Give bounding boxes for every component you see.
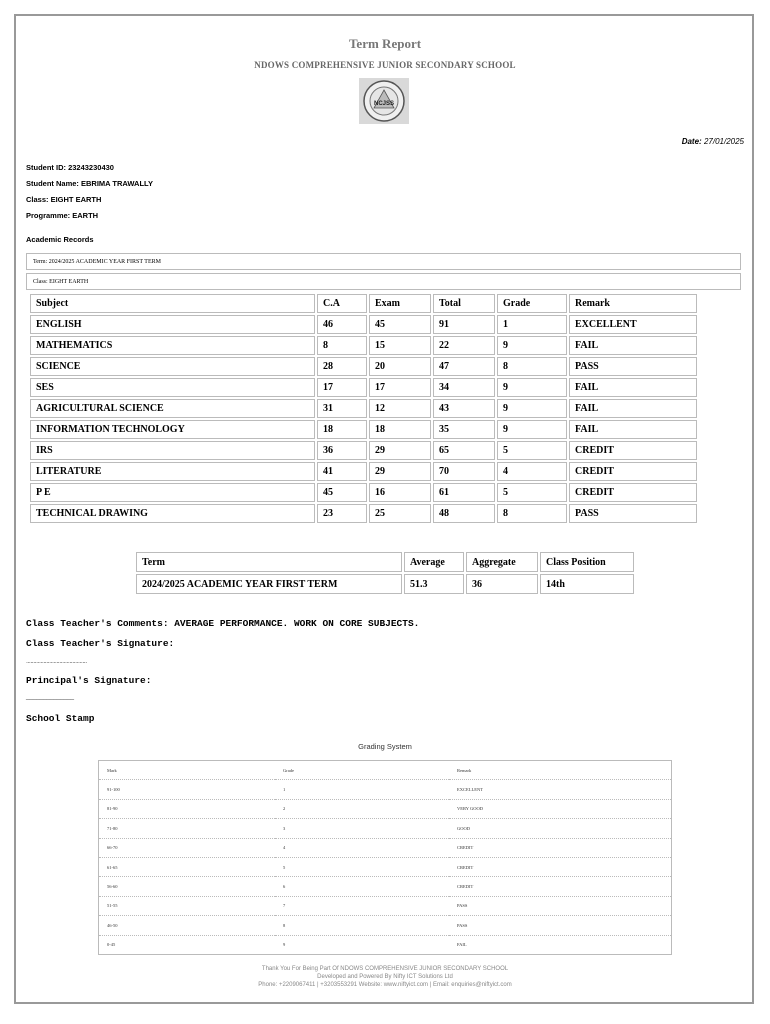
grading-cell-remark: EXCELLENT: [449, 780, 672, 799]
summary-header-aggregate: Aggregate: [466, 552, 538, 572]
grading-row: [99, 935, 672, 954]
cell-remark: CREDIT: [569, 483, 697, 502]
grading-body: [99, 780, 672, 955]
grading-cell-grade: 9: [275, 935, 449, 954]
grading-cell-mark: 46-50: [99, 916, 276, 935]
table-row: [30, 483, 697, 502]
student-id: Student ID: 23243230430: [26, 163, 114, 172]
grading-cell-mark: 61-65: [99, 857, 276, 876]
report-title: Term Report: [348, 36, 422, 51]
table-row: [30, 420, 697, 439]
summary-header-row: [136, 552, 634, 572]
cell-remark: CREDIT: [569, 462, 697, 481]
grades-header-row: [30, 294, 697, 313]
header-ca: C.A: [317, 294, 367, 313]
teacher-comment: Class Teacher's Comments: AVERAGE PERFORMANCE. WORK ON CORE SUBJECTS.: [26, 618, 420, 629]
grading-cell-mark: 51-55: [99, 896, 276, 915]
grading-row: [99, 799, 672, 818]
school-logo: [359, 78, 409, 124]
grading-cell-grade: 6: [275, 877, 449, 896]
cell-exam: 20: [369, 357, 431, 376]
cell-subject: INFORMATION TECHNOLOGY: [30, 420, 315, 439]
cell-total: 34: [433, 378, 495, 397]
grading-header-remark: Remark: [449, 761, 672, 780]
cell-grade: 8: [497, 357, 567, 376]
grading-system-table: [98, 760, 672, 955]
cell-ca: 31: [317, 399, 367, 418]
cell-grade: 4: [497, 462, 567, 481]
summary-header-position: Class Position: [540, 552, 634, 572]
teacher-signature-label: Class Teacher's Signature:: [26, 638, 175, 649]
grading-cell-mark: 0-45: [99, 935, 276, 954]
cell-total: 70: [433, 462, 495, 481]
grading-cell-mark: 91-100: [99, 780, 276, 799]
summary-average: 51.3: [404, 574, 464, 594]
grading-header-mark: Mark: [99, 761, 276, 780]
cell-ca: 28: [317, 357, 367, 376]
school-stamp-label: School Stamp: [26, 713, 95, 724]
cell-exam: 45: [369, 315, 431, 334]
cell-grade: 5: [497, 441, 567, 460]
grading-cell-grade: 3: [275, 819, 449, 838]
cell-ca: 46: [317, 315, 367, 334]
cell-ca: 18: [317, 420, 367, 439]
summary-aggregate: 36: [466, 574, 538, 594]
cell-remark: PASS: [569, 357, 697, 376]
header-subject: Subject: [30, 294, 315, 313]
cell-exam: 12: [369, 399, 431, 418]
grading-cell-grade: 5: [275, 857, 449, 876]
logo-text: NCJSS: [373, 101, 395, 107]
grading-cell-remark: PASS: [449, 896, 672, 915]
grading-row: [99, 896, 672, 915]
grading-row: [99, 819, 672, 838]
cell-remark: FAIL: [569, 420, 697, 439]
grading-header-row: [99, 761, 672, 780]
date-value: 27/01/2025: [703, 137, 744, 146]
cell-exam: 16: [369, 483, 431, 502]
cell-subject: P E: [30, 483, 315, 502]
grading-cell-remark: VERY GOOD: [449, 799, 672, 818]
cell-exam: 17: [369, 378, 431, 397]
cell-grade: 9: [497, 336, 567, 355]
table-row: [30, 357, 697, 376]
cell-exam: 29: [369, 462, 431, 481]
student-class: Class: EIGHT EARTH: [26, 195, 102, 204]
grading-cell-mark: 56-60: [99, 877, 276, 896]
summary-position: 14th: [540, 574, 634, 594]
cell-subject: SCIENCE: [30, 357, 315, 376]
cell-exam: 29: [369, 441, 431, 460]
table-row: [30, 399, 697, 418]
cell-subject: SES: [30, 378, 315, 397]
class-line: Class: EIGHT EARTH: [26, 273, 741, 290]
cell-remark: FAIL: [569, 399, 697, 418]
cell-total: 61: [433, 483, 495, 502]
table-row: [30, 336, 697, 355]
grading-row: [99, 838, 672, 857]
cell-subject: TECHNICAL DRAWING: [30, 504, 315, 523]
cell-ca: 8: [317, 336, 367, 355]
grading-cell-mark: 71-80: [99, 819, 276, 838]
cell-grade: 9: [497, 378, 567, 397]
cell-subject: IRS: [30, 441, 315, 460]
date-label: Date:: [681, 137, 702, 146]
grading-row: [99, 877, 672, 896]
grading-cell-mark: 66-70: [99, 838, 276, 857]
table-row: [30, 378, 697, 397]
grading-cell-remark: PASS: [449, 916, 672, 935]
report-date: [682, 137, 744, 146]
grading-cell-remark: CREDIT: [449, 838, 672, 857]
grading-cell-remark: FAIL: [449, 935, 672, 954]
header-remark: Remark: [569, 294, 697, 313]
table-row: [30, 462, 697, 481]
grading-row: [99, 780, 672, 799]
table-row: [30, 504, 697, 523]
cell-grade: 5: [497, 483, 567, 502]
cell-remark: PASS: [569, 504, 697, 523]
term-line: Term: 2024/2025 ACADEMIC YEAR FIRST TERM: [26, 253, 741, 270]
student-name: Student Name: EBRIMA TRAWALLY: [26, 179, 153, 188]
table-row: [30, 441, 697, 460]
grading-row: [99, 857, 672, 876]
footer-thanks: Thank You For Being Part Of NDOWS COMPREHENSIVE JUNIOR SECONDARY SCHOOL: [261, 966, 509, 972]
grades-body: [30, 315, 697, 523]
cell-grade: 9: [497, 399, 567, 418]
cell-grade: 8: [497, 504, 567, 523]
cell-remark: EXCELLENT: [569, 315, 697, 334]
grading-cell-grade: 7: [275, 896, 449, 915]
academic-records-label: Academic Records: [26, 235, 94, 244]
grading-cell-remark: CREDIT: [449, 857, 672, 876]
cell-remark: CREDIT: [569, 441, 697, 460]
summary-term: 2024/2025 ACADEMIC YEAR FIRST TERM: [136, 574, 402, 594]
grading-header-grade: Grade: [275, 761, 449, 780]
cell-ca: 41: [317, 462, 367, 481]
school-name: NDOWS COMPREHENSIVE JUNIOR SECONDARY SCHOOL: [254, 60, 516, 70]
summary-header-average: Average: [404, 552, 464, 572]
cell-subject: ENGLISH: [30, 315, 315, 334]
header-exam: Exam: [369, 294, 431, 313]
cell-ca: 45: [317, 483, 367, 502]
grading-cell-grade: 4: [275, 838, 449, 857]
cell-ca: 23: [317, 504, 367, 523]
header-total: Total: [433, 294, 495, 313]
cell-exam: 18: [369, 420, 431, 439]
cell-subject: LITERATURE: [30, 462, 315, 481]
cell-exam: 15: [369, 336, 431, 355]
grading-row: [99, 916, 672, 935]
student-programme: Programme: EARTH: [26, 211, 99, 220]
cell-remark: FAIL: [569, 336, 697, 355]
cell-subject: MATHEMATICS: [30, 336, 315, 355]
cell-total: 43: [433, 399, 495, 418]
footer-contact: Phone: +2209067411 | +3203553291 Website: www.niftyict.com | Email: enquiries@niftyict.com: [258, 982, 512, 988]
cell-total: 91: [433, 315, 495, 334]
teacher-signature-line: ..........................................: [26, 658, 87, 665]
cell-total: 35: [433, 420, 495, 439]
summary-header-term: Term: [136, 552, 402, 572]
cell-exam: 25: [369, 504, 431, 523]
header-grade: Grade: [497, 294, 567, 313]
grading-cell-mark: 81-90: [99, 799, 276, 818]
cell-ca: 36: [317, 441, 367, 460]
grading-cell-remark: GOOD: [449, 819, 672, 838]
cell-total: 48: [433, 504, 495, 523]
cell-remark: FAIL: [569, 378, 697, 397]
grading-cell-grade: 8: [275, 916, 449, 935]
cell-ca: 17: [317, 378, 367, 397]
summary-table: [134, 550, 636, 596]
cell-total: 65: [433, 441, 495, 460]
grading-cell-remark: CREDIT: [449, 877, 672, 896]
footer-developer: Developed and Powered By Nifty ICT Solutions Ltd: [317, 974, 453, 980]
table-row: [30, 315, 697, 334]
cell-total: 22: [433, 336, 495, 355]
principal-signature-line: ______________: [26, 693, 74, 700]
cell-subject: AGRICULTURAL SCIENCE: [30, 399, 315, 418]
cell-grade: 9: [497, 420, 567, 439]
summary-row: [136, 574, 634, 594]
grading-cell-grade: 1: [275, 780, 449, 799]
grading-cell-grade: 2: [275, 799, 449, 818]
grading-system-title: Grading System: [358, 742, 412, 751]
grades-table: [28, 292, 699, 525]
cell-grade: 1: [497, 315, 567, 334]
principal-signature-label: Principal's Signature:: [26, 675, 152, 686]
cell-total: 47: [433, 357, 495, 376]
